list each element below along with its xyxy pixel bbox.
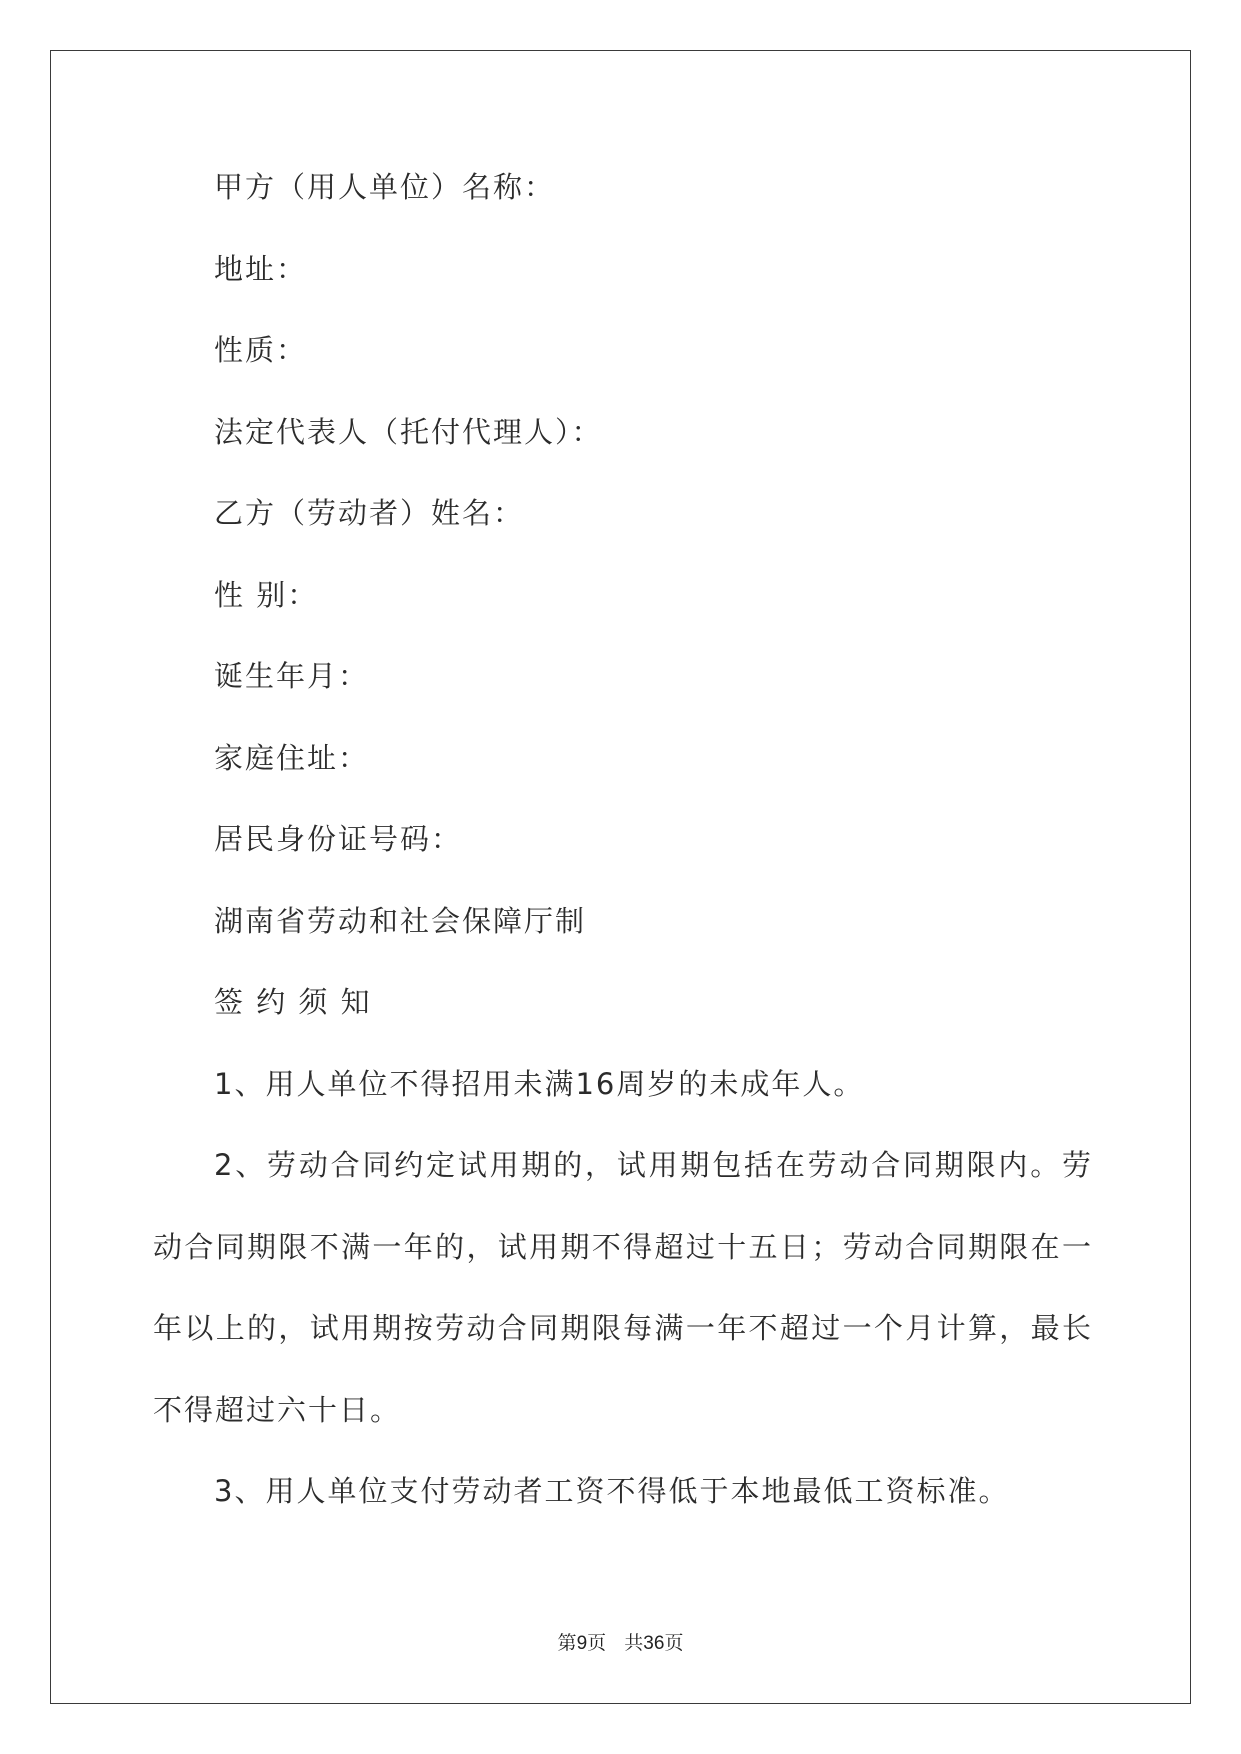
footer-prefix: 第 [557, 1632, 577, 1654]
birth-date-field: 诞生年月： [214, 659, 370, 693]
notice-item-3: 3、用人单位支付劳动者工资不得低于本地最低工资标准。 [214, 1474, 1010, 1508]
total-pages-number: 36 [643, 1633, 665, 1654]
party-a-name-field: 甲方（用人单位）名称： [214, 170, 556, 204]
notice-item-1: 1、用人单位不得招用未满16周岁的未成年人。 [214, 1066, 865, 1101]
page-footer [0, 1628, 1241, 1655]
nature-field: 性质： [214, 333, 308, 367]
address-field: 地址： [214, 251, 308, 286]
gender-field: 性 别： [214, 577, 319, 612]
footer-total-unit: 页 [664, 1632, 684, 1654]
legal-representative-field: 法定代表人（托付代理人）： [214, 414, 603, 449]
document-body [153, 165, 1093, 1533]
notice-list [153, 1044, 1093, 1533]
footer-page-unit: 页 [587, 1632, 607, 1654]
home-address-field: 家庭住址： [214, 740, 370, 775]
current-page-number: 9 [576, 1633, 588, 1654]
notice-item-2: 2、劳动合同约定试用期的，试用期包括在劳动合同期限内。劳动合同期限不满一年的，试用期不得超过十五日；劳动合同期限在一年以上的，试用期按劳动合同期限每满一年不超过一个月计算，最长不得超过六十日。 [153, 1148, 1093, 1427]
footer-total-prefix: 共 [624, 1632, 644, 1654]
issuer-line: 湖南省劳动和社会保障厅制 [214, 903, 587, 938]
party-b-name-field: 乙方（劳动者）姓名： [214, 496, 525, 530]
id-number-field: 居民身份证号码： [214, 822, 463, 856]
notice-heading: 签 约 须 知 [214, 985, 372, 1019]
